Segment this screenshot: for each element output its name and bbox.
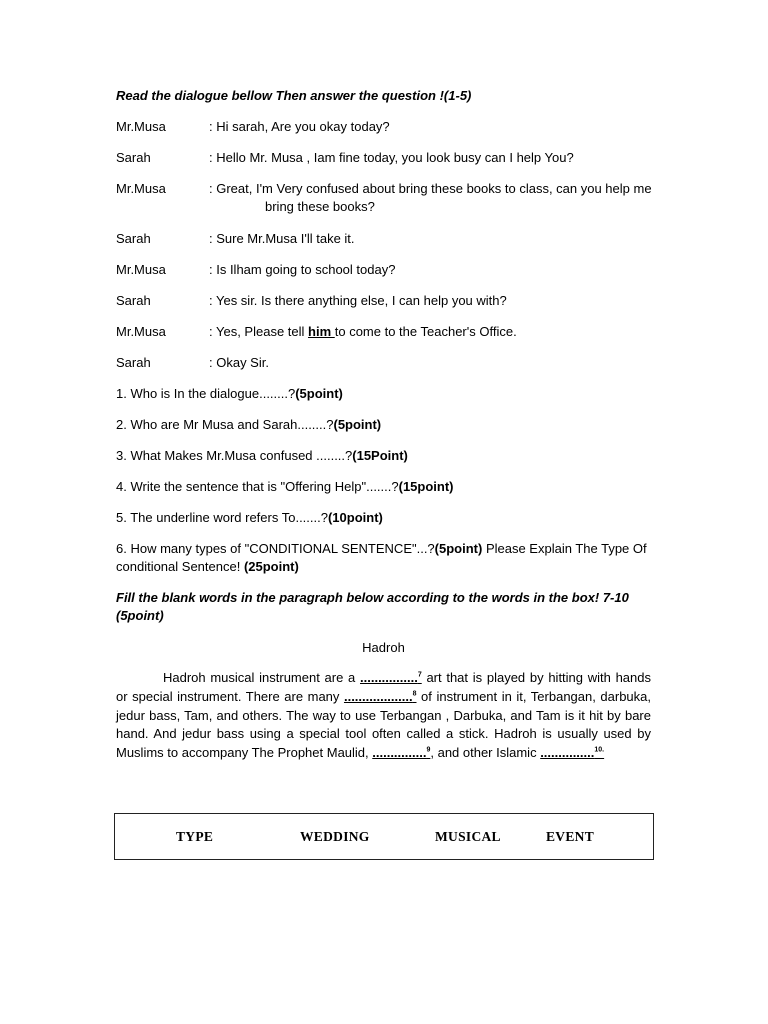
question-item [116, 417, 381, 433]
speaker-label: Mr.Musa [116, 324, 166, 339]
dialogue-line: : Okay Sir. [209, 355, 269, 370]
question-item [116, 448, 408, 464]
blank-9 [372, 745, 430, 760]
question-points: (10point) [327, 510, 383, 525]
speaker-label: Mr.Musa [116, 262, 166, 277]
blank-dots: ............... [540, 745, 595, 761]
passage-text: Hadroh musical instrument are a [163, 670, 361, 685]
word-option: WEDDING [300, 829, 370, 844]
underlined-word: him [308, 324, 335, 339]
question-text: 2. Who are Mr Musa and Sarah........? [116, 417, 334, 432]
question-text: Please Explain The Type Of [482, 541, 647, 556]
question-points: (25point) [243, 559, 299, 574]
question-points: (5point) [333, 417, 382, 432]
word-box [114, 813, 654, 860]
blank-number: 9 [426, 746, 431, 754]
blank-7 [360, 670, 422, 685]
word-option: EVENT [546, 829, 595, 844]
blank-number: 7 [417, 671, 422, 679]
passage-title: Hadroh [362, 640, 405, 655]
blank-dots: ................ [360, 670, 418, 685]
question-item [116, 386, 343, 402]
dialogue-text: to come to the Teacher's Office. [334, 324, 517, 339]
question-points: (15Point) [352, 448, 408, 463]
question-text: 3. What Makes Mr.Musa confused ........? [116, 448, 353, 463]
word-option: TYPE [176, 829, 214, 844]
fill-instruction: Fill the blank words in the paragraph below according to the words in the box! 7-10 [116, 590, 629, 605]
dialogue-line: : Is Ilham going to school today? [209, 262, 396, 277]
dialogue-line: : Hi sarah, Are you okay today? [209, 119, 390, 134]
blank-number: 10. [594, 746, 605, 754]
question-points: (5point) [434, 541, 483, 556]
question-points: (5point) [295, 386, 343, 401]
blank-number: 8 [412, 690, 417, 698]
dialogue-line [209, 324, 517, 340]
passage-paragraph [116, 669, 651, 763]
dialogue-line: : Yes sir. Is there anything else, I can help you with? [209, 293, 507, 308]
question-text: 4. Write the sentence that is "Offering Help".......? [116, 479, 399, 494]
blank-dots: ............... [372, 745, 427, 761]
speaker-label: Sarah [116, 355, 151, 370]
question-points: (15point) [398, 479, 454, 494]
fill-instruction-points: (5point) [116, 608, 164, 623]
passage-text: of instrument in it, Terbangan, darbuka, jedur bass, Tam, and others. The way to use Terbangan , Darbuka, and Tam is it hit by bare hand. And jedur bass using a special tool often called a stick. Hadroh is usually used by Muslims to accompany The Prophet Maulid, [116, 688, 651, 761]
passage-text: , and other Islamic [430, 745, 541, 761]
question-item [116, 510, 383, 526]
speaker-label: Mr.Musa [116, 181, 166, 196]
speaker-label: Mr.Musa [116, 119, 166, 134]
dialogue-instruction: Read the dialogue bellow Then answer the question !(1-5) [116, 88, 472, 103]
word-option: MUSICAL [435, 829, 501, 844]
blank-dots: ................... [343, 688, 413, 704]
passage-text: art that is played by hitting with hands or special instrument. There are many [116, 670, 651, 704]
question-text: 5. The underline word refers To.......? [116, 510, 328, 525]
question-item-continuation [116, 559, 299, 575]
speaker-label: Sarah [116, 293, 151, 308]
question-text: conditional Sentence! [116, 559, 244, 574]
speaker-label: Sarah [116, 150, 151, 165]
dialogue-line: : Great, I'm Very confused about bring these books to class, can you help me [209, 181, 652, 196]
dialogue-line: : Hello Mr. Musa , Iam fine today, you look busy can I help You? [209, 150, 574, 165]
question-text: 1. Who is In the dialogue........? [116, 386, 296, 401]
dialogue-line-continuation: bring these books? [265, 199, 375, 214]
speaker-label: Sarah [116, 231, 151, 246]
dialogue-line: : Sure Mr.Musa I'll take it. [209, 231, 355, 246]
question-item [116, 541, 647, 557]
blank-8 [344, 689, 417, 704]
question-item [116, 479, 454, 495]
question-text: 6. How many types of "CONDITIONAL SENTENCE"...? [116, 541, 435, 556]
blank-10 [540, 745, 604, 760]
dialogue-text: : Yes, Please tell [209, 324, 309, 339]
